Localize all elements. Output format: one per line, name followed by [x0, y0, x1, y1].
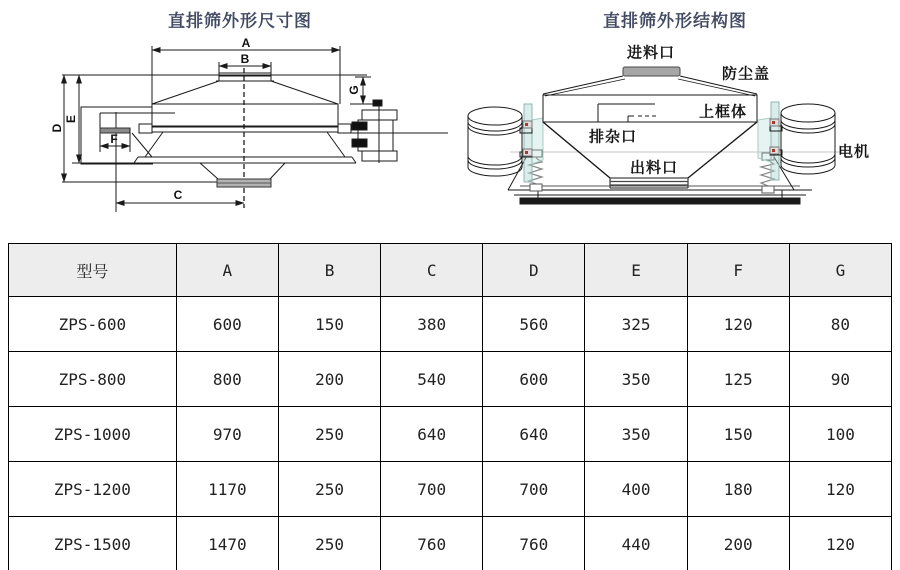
value-cell: 700 [381, 462, 483, 517]
model-cell: ZPS-1500 [9, 517, 177, 570]
value-cell: 120 [687, 297, 789, 352]
dim-label-g: G [347, 85, 361, 95]
value-cell: 1470 [176, 517, 278, 570]
value-cell: 970 [176, 407, 278, 462]
value-cell: 120 [789, 462, 891, 517]
dim-column-header: E [585, 244, 687, 297]
dim-label-c: C [173, 188, 183, 202]
spec-table-row [9, 352, 892, 407]
dim-column-header: D [483, 244, 585, 297]
value-cell: 560 [483, 297, 585, 352]
value-cell: 180 [687, 462, 789, 517]
spec-table-row [9, 462, 892, 517]
dim-label-e: E [64, 114, 78, 124]
value-cell: 440 [585, 517, 687, 570]
dim-label-f: F [110, 132, 118, 146]
model-cell: ZPS-1000 [9, 407, 177, 462]
dim-column-header: A [176, 244, 278, 297]
dim-label-b: B [240, 52, 250, 66]
value-cell: 640 [483, 407, 585, 462]
value-cell: 150 [278, 297, 380, 352]
dim-column-header: B [278, 244, 380, 297]
discharge-outlet-label: 出料口 [629, 160, 679, 177]
structure-diagram [450, 0, 900, 240]
value-cell: 100 [789, 407, 891, 462]
value-cell: 1170 [176, 462, 278, 517]
model-cell: ZPS-600 [9, 297, 177, 352]
value-cell: 350 [585, 407, 687, 462]
value-cell: 80 [789, 297, 891, 352]
value-cell: 200 [278, 352, 380, 407]
value-cell: 760 [483, 517, 585, 570]
dim-column-header: G [789, 244, 891, 297]
spec-table [8, 243, 892, 570]
model-column-header: 型号 [9, 244, 177, 297]
value-cell: 125 [687, 352, 789, 407]
left-motor [468, 104, 543, 182]
left-diagram-title: 直排筛外形尺寸图 [168, 11, 312, 31]
model-cell: ZPS-800 [9, 352, 177, 407]
upper-frame-label: 上框体 [698, 104, 748, 121]
value-cell: 325 [585, 297, 687, 352]
impurity-outlet-label: 排杂口 [588, 129, 638, 146]
spec-table-row [9, 517, 892, 570]
value-cell: 540 [381, 352, 483, 407]
value-cell: 700 [483, 462, 585, 517]
spec-table-row [9, 407, 892, 462]
right-motor [758, 102, 835, 180]
spec-table-header-row [9, 244, 892, 297]
feed-inlet-label: 进料口 [626, 45, 676, 62]
value-cell: 800 [176, 352, 278, 407]
motor-label: 电机 [837, 144, 871, 161]
spec-table-row [9, 297, 892, 352]
value-cell: 640 [381, 407, 483, 462]
value-cell: 400 [585, 462, 687, 517]
value-cell: 250 [278, 517, 380, 570]
dimension-diagram [0, 0, 450, 240]
dim-column-header: C [381, 244, 483, 297]
value-cell: 200 [687, 517, 789, 570]
value-cell: 90 [789, 352, 891, 407]
structure-drawing-svg [450, 0, 900, 240]
value-cell: 250 [278, 407, 380, 462]
value-cell: 250 [278, 462, 380, 517]
model-cell: ZPS-1200 [9, 462, 177, 517]
dim-column-header: F [687, 244, 789, 297]
value-cell: 120 [789, 517, 891, 570]
value-cell: 600 [483, 352, 585, 407]
dim-label-a: A [241, 36, 251, 50]
value-cell: 350 [585, 352, 687, 407]
value-cell: 760 [381, 517, 483, 570]
value-cell: 600 [176, 297, 278, 352]
dust-cover-label: 防尘盖 [721, 66, 771, 83]
value-cell: 380 [381, 297, 483, 352]
right-diagram-title: 直排筛外形结构图 [603, 11, 747, 31]
value-cell: 150 [687, 407, 789, 462]
dim-label-d: D [50, 123, 64, 133]
